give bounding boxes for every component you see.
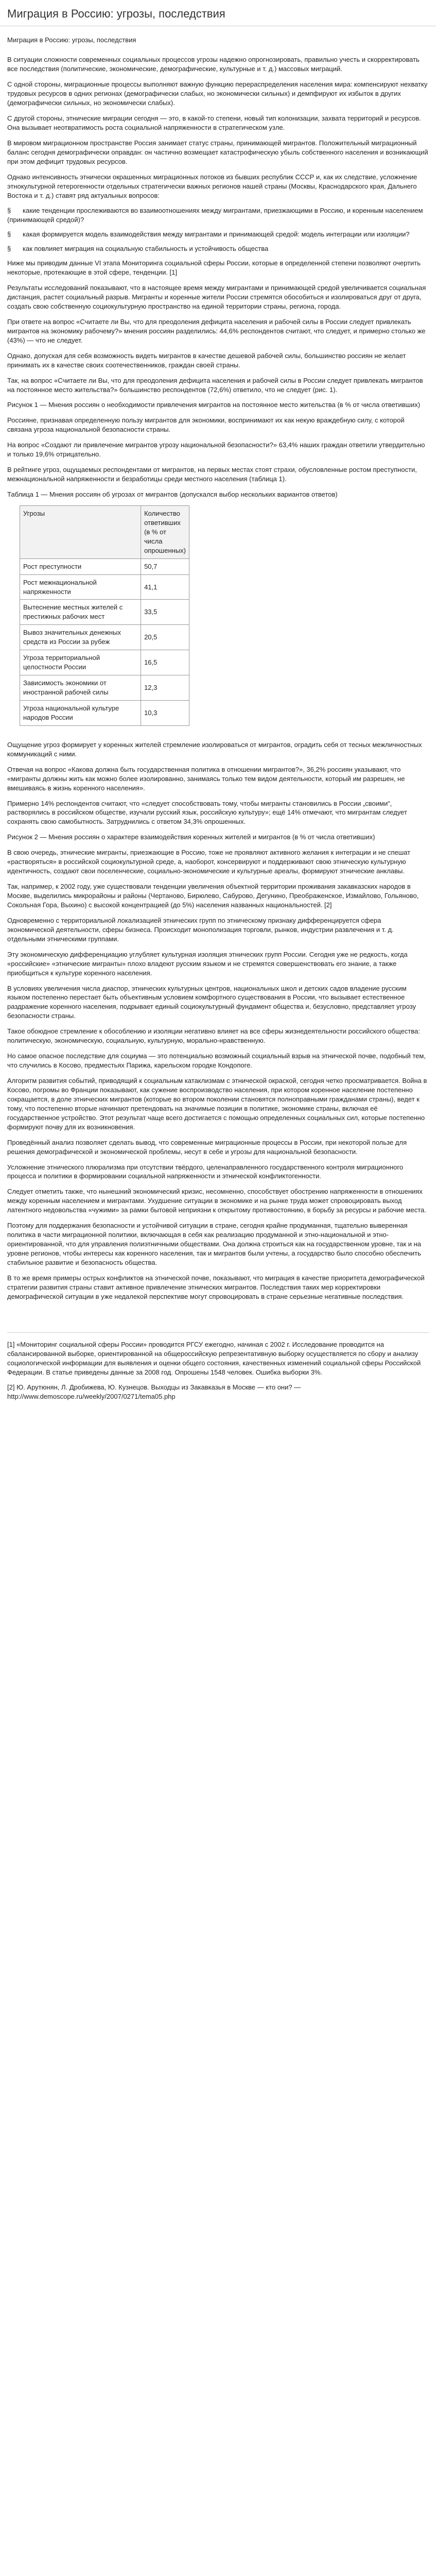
- value-cell: 16,5: [141, 650, 189, 675]
- paragraph: В свою очередь, этнические мигранты, приезжающие в Россию, тоже не проявляют активного желания к интеграции и не спешат «растворяться» в российской социокультурной среде, а, наоборот, консервируют и поддерживают свою этническую культурную идентичность, создают свои поселенческие, социально-экономические и культурные ареалы, формируют этнические анклавы.: [7, 849, 411, 875]
- list-bullet-icon: §: [7, 207, 11, 215]
- paragraph: Так, на вопрос «Считаете ли Вы, что для преодоления дефицита населения и рабочей силы в России следует привлекать мигрантов на постоянное место жительства?» большинство респондентов (72,6%) ответило, что не следует (рис. 1).: [7, 376, 423, 394]
- paragraph: Примерно 14% респондентов считают, что «следует способствовать тому, чтобы мигранты становились в России „своими“, растворялись в российском обществе, изучали русский язык, российскую культуру»; ещё 14% отмечают, что мигрантам следует сохранять свою самобытность. Затруднились с ответом 34,3% опрошенных.: [7, 799, 407, 826]
- table-row: [20, 650, 189, 675]
- paragraph: В то же время примеры острых конфликтов на этнической почве, показывают, что миграция в качестве приоритета демографической стратегии развития страны ставит активное привлечение этнических мигрантов. Последствия таких мер корректировки демографической ситуации в уже недалекой перспективе могут спровоцировать в стране серьезные негативные последствия.: [7, 1274, 425, 1300]
- threat-cell: Вывоз значительных денежных средств из России за рубеж: [20, 625, 141, 650]
- value-cell: 12,3: [141, 675, 189, 701]
- table-row: [20, 700, 189, 725]
- question-text: как повлияет миграция на социальную стабильность и устойчивость общества: [23, 245, 269, 253]
- threat-cell: Угроза национальной культуре народов России: [20, 700, 141, 725]
- paragraph: На вопрос «Создают ли привлечение мигрантов угрозу национальной безопасности?» 63,4% наших граждан ответили утвердительно и только 19,6% отрицательно.: [7, 441, 425, 459]
- table-row: [20, 558, 189, 574]
- paragraph: Алгоритм развития событий, приводящий к социальным катаклизмам с этнической окраской, сегодня четко просматривается. Война в Косово, погромы во Франции показывают, как сужение воспроизводство населения, при котором коренное население постепенно сокращается, в доле этнических мигрантов (которые во втором поколении становятся полноправными гражданами страны), ведет к тому, что постепенно вторые начинают претендовать на значимые позиции в политике, экономике страны, включая её государственное устройство. Этот результат чаще всего достигается с помощью определенных социальных сил, которые постепенно формируют почву для их возникновения.: [7, 1077, 427, 1131]
- threat-cell: Угроза территориальной целостности России: [20, 650, 141, 675]
- threat-cell: Рост межнациональной напряженности: [20, 574, 141, 600]
- threat-cell: Рост преступности: [20, 558, 141, 574]
- paragraph: Эту экономическую дифференциацию углубляет культурная изоляция этнических групп России. Сегодня уже не редкость, когда «российские» «этнические мигранты» плохо владеют русским языком и не стремятся совершенствовать его знание, а также приобщиться к культуре коренного населения.: [7, 950, 408, 977]
- article-subtitle: Миграция в Россию: угрозы, последствия: [7, 36, 136, 44]
- paragraph: Ниже мы приводим данные VI этапа Мониторинга социальной сферы России, которые в определенной степени позволяют очертить некоторые, протекающие в этой сфере, тенденции. [1]: [7, 259, 421, 277]
- paragraph: С одной стороны, миграционные процессы выполняют важную функцию перераспределения населения мира: компенсируют нехватку трудовых ресурсов в одних регионах (демографически слабых, но экономически сильных) и демпфируют их избыток в других (демографически сильных, но экономически слабых).: [7, 80, 428, 107]
- value-cell: 20,5: [141, 625, 189, 650]
- table-header-row: [20, 505, 189, 558]
- paragraph: Ощущение угроз формирует у коренных жителей стремление изолироваться от мигрантов, оградить себя от тесных межличностных коммуникаций с ними.: [7, 740, 422, 758]
- paragraph: С другой стороны, этнические миграции сегодня — это, в какой-то степени, новый тип колонизации, захвата территорий и ресурсов. Она вызывает неотвратимость роста социальной напряженности в стратегическом узле.: [7, 114, 421, 131]
- question-text: какие тенденции прослеживаются во взаимоотношениях между мигрантами, приезжающими в Россию, и коренным населением (принимающей средой)?: [7, 207, 423, 224]
- value-cell: 33,5: [141, 600, 189, 625]
- paragraph: В рейтинге угроз, ощущаемых респондентами от мигрантов, на первых местах стоят страхи, обусловленные ростом преступности, межнациональной напряженности и безработицы среди местного населения (таблица 1).: [7, 466, 417, 483]
- figure-caption: Рисунок 2 — Мнения россиян о характере взаимодействия коренных жителей и мигрантов (в % от числа ответивших): [7, 833, 375, 841]
- paragraph: При ответе на вопрос «Считаете ли Вы, что для преодоления дефицита населения и рабочей силы в России следует привлекать мигрантов на экономику рабочему?» мнения россиян разделились: 44,6% респондентов считают, что следует, и примерно столько же (43%) — что не следует.: [7, 317, 426, 344]
- paragraph: Одновременно с территориальной локализацией этнических групп по этническому признаку дифференцируется сфера экономической деятельности, сферы бизнеса. Происходит монополизация торговли, рынков, индустрии развлечения и т. д. отдельными этническими группами.: [7, 916, 394, 943]
- paragraph: Поэтому для поддержания безопасности и устойчивой ситуации в стране, сегодня крайне продуманная, тщательно выверенная политика в части миграционной политики, включающая в себя как реализацию продуманной и этно-национальной и этно-ориентированной, что для управления полиэтничными обществами. Она должна строиться как на государственном уровне, так и на уровне регионов, чтобы интересы как коренного населения, так и мигрантов были учтены, а государство было способно обеспечить стабильное развитие и безопасность общества.: [7, 1222, 422, 1266]
- threats-table: [20, 505, 189, 726]
- footnote: [2] Ю. Арутюнян, Л. Дробижева, Ю. Кузнецов. Выходцы из Закавказья в Москве — кто они? — http://www.demoscope.ru/weekly/2007/0271/tema05.php: [7, 1383, 301, 1401]
- question-item: [7, 230, 429, 239]
- value-cell: 10,3: [141, 700, 189, 725]
- table-row: [20, 574, 189, 600]
- list-bullet-icon: §: [7, 230, 11, 239]
- page-title: Миграция в Россию: угрозы, последствия: [0, 2, 436, 26]
- question-text: какая формируется модель взаимодействия между мигрантами и принимающей средой: модель интеграции или изоляции?: [23, 230, 410, 239]
- list-bullet-icon: §: [7, 245, 11, 253]
- question-item: [7, 206, 429, 225]
- table-row: [20, 625, 189, 650]
- threat-cell: Вытеснение местных жителей с престижных рабочих мест: [20, 600, 141, 625]
- figure-caption: Рисунок 1 — Мнения россиян о необходимости привлечения мигрантов на постоянное место жительства (в % от числа ответивших): [7, 401, 421, 409]
- paragraph: Россияне, признавая определенную пользу мигрантов для экономики, воспринимают их как некую враждебную силу, с которой связана угроза национальной безопасности страны.: [7, 416, 405, 434]
- paragraph: Но самое опасное последствие для социума — это потенциально возможный социальный взрыв на этнической почве, подобный тем, что случились в Косово, предместьях Парижа, карельском городке Кондопоге.: [7, 1052, 426, 1070]
- threat-cell: Зависимость экономики от иностранной рабочей силы: [20, 675, 141, 701]
- column-header-threat: Угрозы: [20, 505, 141, 558]
- table-caption: Таблица 1 — Мнения россиян об угрозах от мигрантов (допускался выбор нескольких вариантов ответов): [7, 490, 338, 499]
- paragraph: Усложнение этнического плюрализма при отсутствии твёрдого, целенаправленного государственного контроля миграционного процесса и политики в формировании социальной напряженности и этнической конфликтогенности.: [7, 1163, 404, 1180]
- paragraph: В ситуации сложности современных социальных процессов угрозы надежно опрогнозировать, правильно учесть и скорректировать все последствия (политические, экономические, демографические, культурные и т. д.) массовых миграций.: [7, 56, 420, 73]
- paragraph: В мировом миграционном пространстве Россия занимает статус страны, принимающей мигрантов. Положительный миграционный баланс сегодня демографически оправдан: он частично возмещает катастрофическую убыль собственного населения и возникающий при этом дефицит трудовых ресурсов.: [7, 139, 428, 165]
- table-row: [20, 600, 189, 625]
- paragraph: Результаты исследований показывают, что в настоящее время между мигрантами и принимающей средой увеличивается социальная дистанция, растет социальный разрыв. Мигранты и коренные жители России стремятся обособиться и изолироваться друг от друга, создать свою собственную социокультурную пространство на единой территории страны, региона, города.: [7, 284, 426, 310]
- footnote: [1] «Мониторинг социальной сферы России» проводится РГСУ ежегодно, начиная с 2002 г. Исследование проводится на сбалансированной выборке, ориентированной на общероссийскую репрезентативную выборку осуществляется по сбору и анализу социологической информации для выявления и оценки общего состояния, качественных изменений социальной сферы Российской Федерации. В статье приведены данные за 2008 год. Опрошены 1548 человек. Ошибка выборки 3%.: [7, 1340, 421, 1376]
- footnotes: [7, 1332, 429, 1402]
- paragraph: Так, например, к 2002 году, уже существовали тенденции увеличения объектной территории проживания закавказских народов в Москве, выделились микрорайоны и районы (Чертаново, Бирюлево, Сабурово, Дегунино, Преображенское, Измайлово, Гольяново, Сокольная Гора, Выхино) с высокой концентрацией (до 5%) населения названных национальностей. [2]: [7, 883, 419, 909]
- paragraph: Следует отметить также, что нынешний экономический кризис, несомненно, способствует обострению напряженности в отношениях между коренным населением и мигрантами. Ухудшение ситуации в экономике и на рынке труда может спровоцировать выход латентного недовольства «чужими» за рамки бытовой неприязни к открытому противостоянию, в борьбу за ресурсы и рабочие места.: [7, 1188, 426, 1214]
- question-item: [7, 244, 429, 253]
- value-cell: 50,7: [141, 558, 189, 574]
- paragraph: В условиях увеличения числа диаспор, этнических культурных центров, национальных школ и детских садов владение русским языком постепенно перестает быть объективным условием комфортного существования в России, что вызывает естественное раздражение коренного населения, подрывает единый социокультурный фундамент общества и, безусловно, представляет угрозу безопасности страны.: [7, 984, 416, 1020]
- value-cell: 41,1: [141, 574, 189, 600]
- paragraph: Такое обоюдное стремление к обособлению и изоляции негативно влияет на все сферы жизнедеятельности российского общества: политическую, экономическую, социальную, культурную, морально-нравственную.: [7, 1027, 420, 1045]
- paragraph: Однако, допуская для себя возможность видеть мигрантов в качестве дешевой рабочей силы, большинство россиян не желает принимать их в качестве своих соотечественников, граждан своей страны.: [7, 351, 406, 369]
- table-row: [20, 675, 189, 701]
- paragraph: Однако интенсивность этнически окрашенных миграционных потоков из бывших республик СССР и, как их следствие, усложнение этнокультурной гетерогенности отдельных стратегически важных регионов нашей страны (Москвы, Краснодарского края, Дальнего Востока и т. д.) ставят ряд актуальных вопросов:: [7, 173, 417, 199]
- column-header-value: Количество ответивших (в % от числа опрошенных): [141, 505, 189, 558]
- paragraph: Отвечая на вопрос «Какова должна быть государственная политика в отношении мигрантов?», 36,2% россиян указывают, что «мигранты должны жить как можно более изолированно, занимаясь только тем видом деятельности, который им разрешен, не вмешиваясь в жизнь коренного населения».: [7, 765, 405, 792]
- paragraph: Проведённый анализ позволяет сделать вывод, что современные миграционные процессы в России, при некоторой пользе для решения демографической и экономической проблемы, несут в себе и угрозы для национальной безопасности.: [7, 1138, 407, 1156]
